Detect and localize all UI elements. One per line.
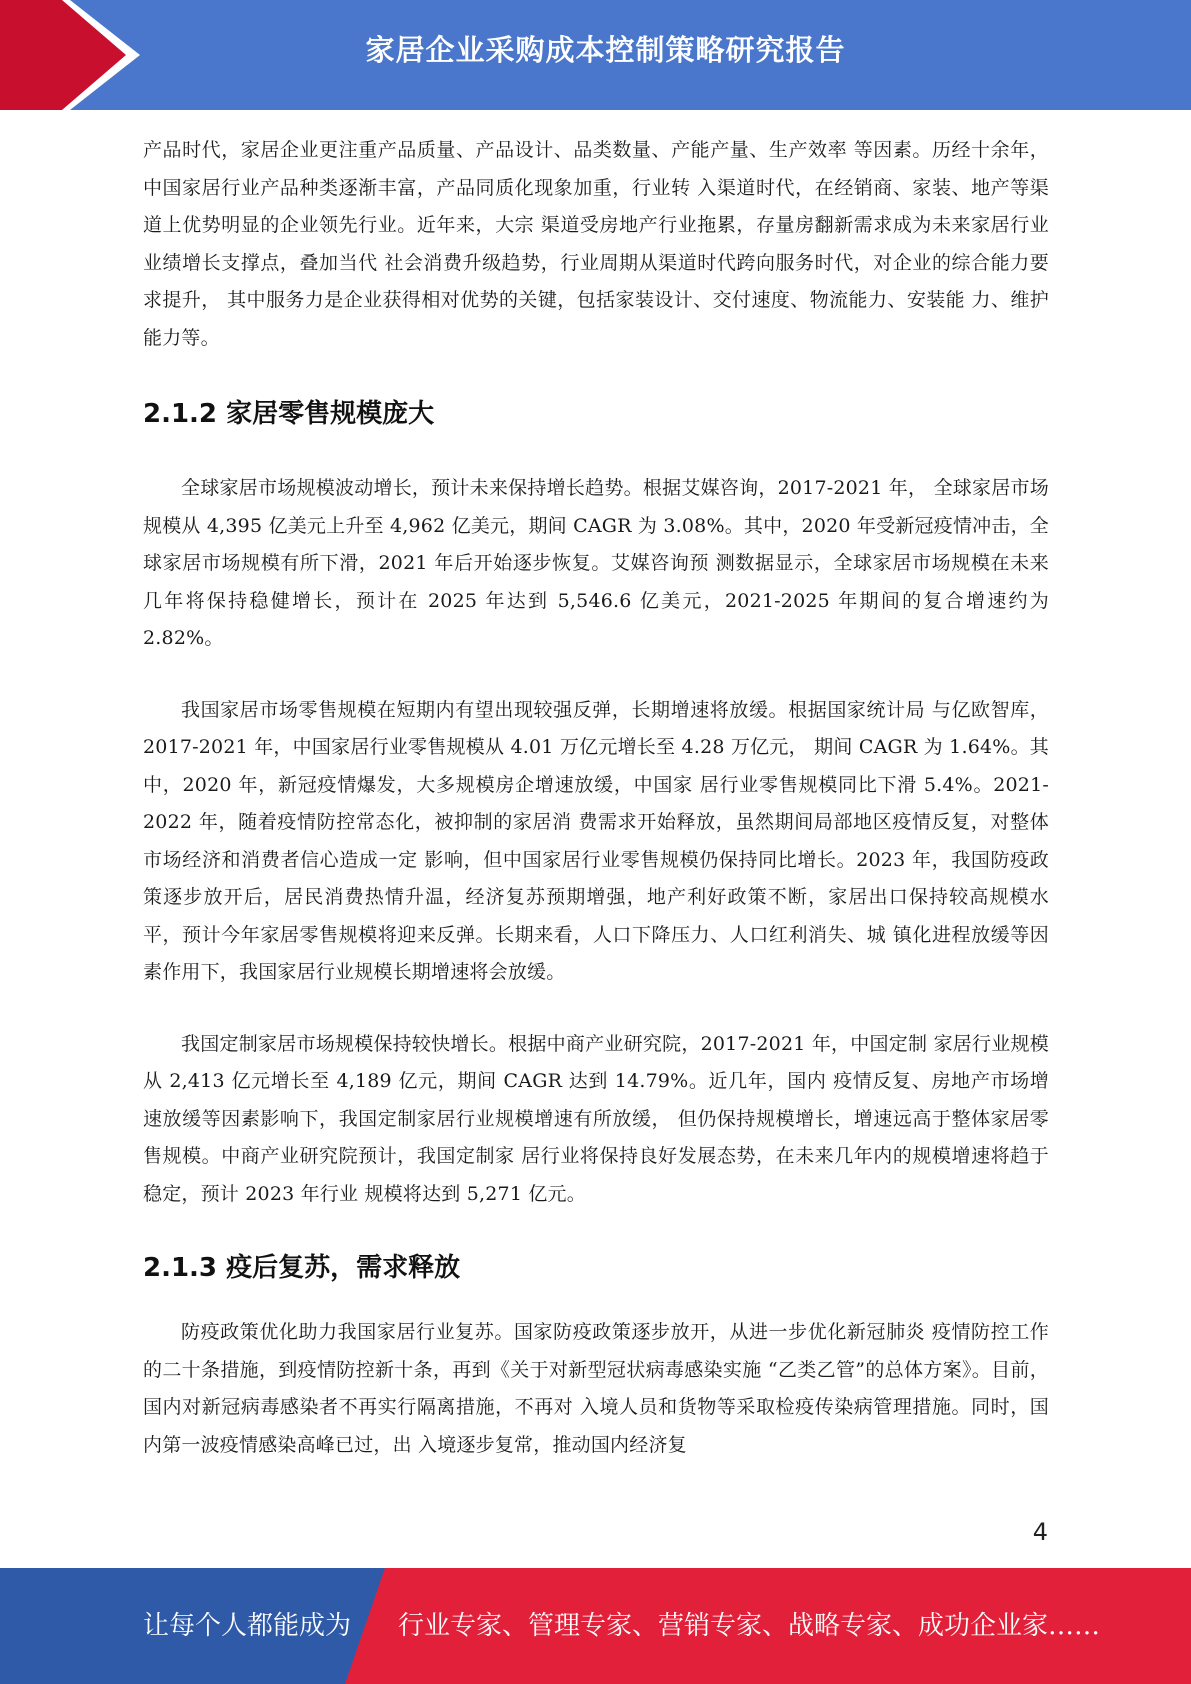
section-heading-2-1-3: 2.1.3 疫后复苏，需求释放	[143, 1253, 461, 1283]
document-title: 家居企业采购成本控制策略研究报告	[365, 33, 846, 67]
document-body	[143, 132, 1049, 1464]
paragraph-global-market: 全球家居市场规模波动增长，预计未来保持增长趋势。根据艾媒咨询，2017-2021 年， 全球家居市场规模从 4,395 亿美元上升至 4,962 亿美元，期间 CAGR 为 3.08%。其中，2020 年受新冠疫情冲击，全球家居市场规模有所下滑，2021 年后开始逐步恢复。艾媒咨询预 测数据显示，全球家居市场规模在未来几年将保持稳健增长，预计在 2025 年达到 5,546.6 亿美元，2021-2025 年期间的复合增速约为 2.82%。	[143, 477, 1049, 649]
paragraph-china-retail: 我国家居市场零售规模在短期内有望出现较强反弹，长期增速将放缓。根据国家统计局 与亿欧智库，2017-2021 年，中国家居行业零售规模从 4.01 万亿元增长至 4.28 万亿元， 期间 CAGR 为 1.64%。其中，2020 年，新冠疫情爆发，大多规模房企增速放缓，中国家 居行业零售规模同比下滑 5.4%。2021-2022 年，随着疫情防控常态化，被抑制的家居消 费需求开始释放，虽然期间局部地区疫情反复，对整体市场经济和消费者信心造成一定 影响，但中国家居行业零售规模仍保持同比增长。2023 年，我国防疫政策逐步放开后，居民消费热情升温，经济复苏预期增强，地产利好政策不断，家居出口保持较高规模水 平，预计今年家居零售规模将迎来反弹。长期来看，人口下降压力、人口红利消失、城 镇化进程放缓等因素作用下，我国家居行业规模长期增速将会放缓。	[143, 698, 1049, 983]
page-number: 4	[1032, 1518, 1048, 1546]
footer-slogan-left: 让每个人都能成为	[143, 1611, 352, 1641]
section-heading-2-1-2: 2.1.2 家居零售规模庞大	[143, 399, 435, 429]
intro-paragraph: 产品时代，家居企业更注重产品质量、产品设计、品类数量、产能产量、生产效率 等因素。历经十余年，中国家居行业产品种类逐渐丰富，产品同质化现象加重，行业转 入渠道时代，在经销商、家装、地产等渠道上优势明显的企业领先行业。近年来，大宗 渠道受房地产行业拖累，存量房翻新需求成为未来家居行业业绩增长支撑点，叠加当代 社会消费升级趋势，行业周期从渠道时代跨向服务时代，对企业的综合能力要求提升， 其中服务力是企业获得相对优势的关键，包括家装设计、交付速度、物流能力、安装能 力、维护能力等。	[143, 139, 1049, 349]
paragraph-recovery: 防疫政策优化助力我国家居行业复苏。国家防疫政策逐步放开，从进一步优化新冠肺炎 疫情防控工作的二十条措施，到疫情防控新十条，再到《关于对新型冠状病毒感染实施 “乙类乙管”的总体方案》。目前，国内对新冠病毒感染者不再实行隔离措施，不再对 入境人员和货物等采取检疫传染病管理措施。同时，国内第一波疫情感染高峰已过，出 入境逐步复常，推动国内经济复	[143, 1321, 1049, 1456]
page-footer	[0, 1568, 1191, 1684]
page-header	[0, 0, 1191, 110]
paragraph-custom-furniture: 我国定制家居市场规模保持较快增长。根据中商产业研究院，2017-2021 年，中国定制 家居行业规模从 2,413 亿元增长至 4,189 亿元，期间 CAGR 达到 14.79%。近几年，国内 疫情反复、房地产市场增速放缓等因素影响下，我国定制家居行业规模增速有所放缓， 但仍保持规模增长，增速远高于整体家居零售规模。中商产业研究院预计，我国定制家 居行业将保持良好发展态势，在未来几年内的规模增速将趋于稳定，预计 2023 年行业 规模将达到 5,271 亿元。	[143, 1032, 1049, 1205]
footer-slogan-right: 行业专家、管理专家、营销专家、战略专家、成功企业家……	[398, 1611, 1101, 1641]
